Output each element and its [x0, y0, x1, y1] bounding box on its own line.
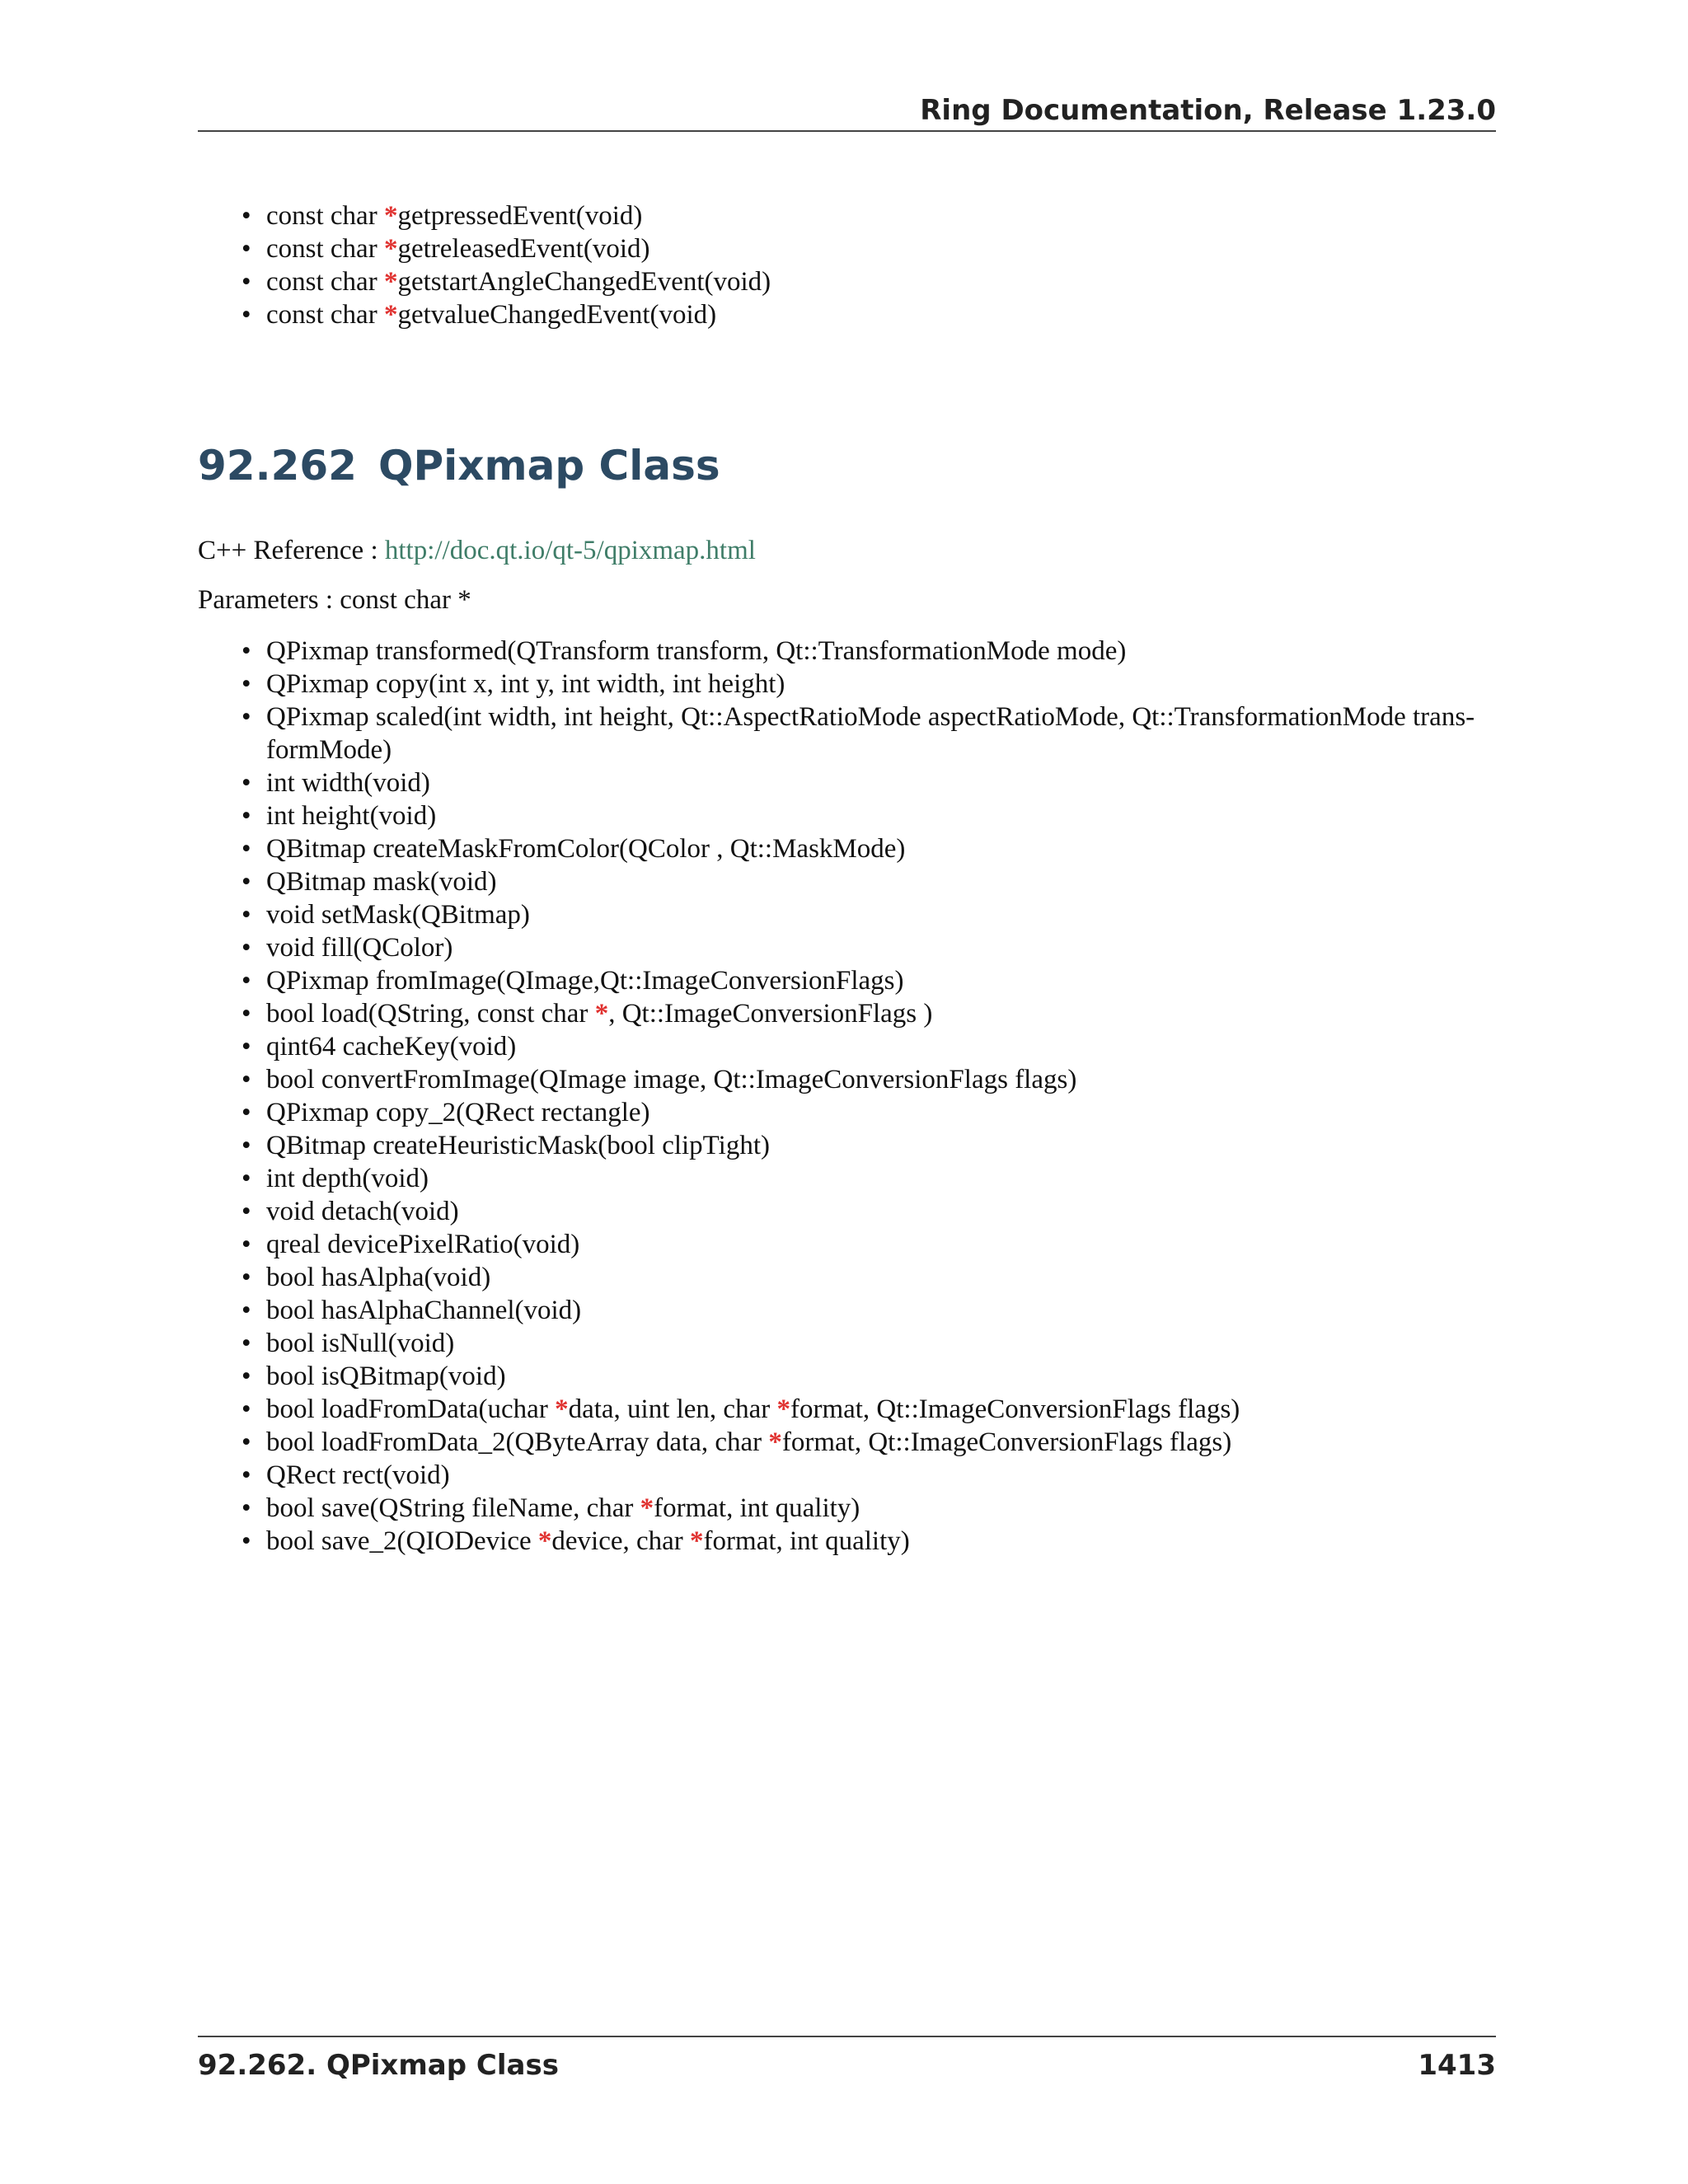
method-text: QPixmap copy(int x, int y, int width, int height)	[266, 669, 785, 699]
pointer-asterisk: *	[537, 1526, 552, 1556]
method-text: QPixmap scaled(int width, int height, Qt::AspectRatioMode aspectRatioMode, Qt::TransformationMode trans-formMode)	[266, 702, 1475, 765]
method-item	[198, 1393, 1496, 1426]
method-text: QPixmap transformed(QTransform transform, Qt::TransformationMode mode)	[266, 636, 1127, 666]
method-item	[198, 766, 1496, 799]
method-text: bool save(QString fileName, char	[266, 1493, 640, 1523]
section-title: QPixmap Class	[377, 442, 720, 490]
method-text: format, int quality)	[703, 1526, 910, 1556]
method-item	[198, 1459, 1496, 1492]
cpp-reference-line	[198, 536, 756, 566]
method-text: const char	[266, 300, 384, 330]
method-text: QBitmap mask(void)	[266, 867, 497, 897]
footer-section-label: 92.262. QPixmap Class	[198, 2049, 559, 2082]
method-text: bool convertFromImage(QImage image, Qt::ImageConversionFlags flags)	[266, 1065, 1077, 1094]
method-item	[198, 1228, 1496, 1261]
method-text: qint64 cacheKey(void)	[266, 1032, 517, 1062]
running-header	[198, 91, 1496, 132]
section-number: 92.262	[198, 442, 357, 490]
running-footer	[198, 2036, 1496, 2090]
method-item	[198, 1195, 1496, 1228]
method-text: int depth(void)	[266, 1164, 429, 1193]
method-text: , Qt::ImageConversionFlags )	[608, 999, 933, 1029]
method-item	[198, 265, 1496, 298]
method-text: getpressedEvent(void)	[397, 201, 643, 231]
method-item	[198, 964, 1496, 997]
method-text: bool hasAlpha(void)	[266, 1263, 491, 1292]
method-text: bool save_2(QIODevice	[266, 1526, 538, 1556]
pointer-asterisk: *	[768, 1427, 782, 1457]
method-text: device, char	[551, 1526, 691, 1556]
method-item	[198, 865, 1496, 898]
method-item	[198, 1327, 1496, 1360]
method-text: bool isNull(void)	[266, 1329, 455, 1358]
method-item	[198, 1096, 1496, 1129]
method-text: void fill(QColor)	[266, 933, 453, 963]
method-item	[198, 298, 1496, 331]
method-item	[198, 199, 1496, 232]
method-item	[198, 635, 1496, 668]
method-text: format, int quality)	[654, 1493, 860, 1523]
method-text: QPixmap copy_2(QRect rectangle)	[266, 1098, 650, 1127]
method-item	[198, 701, 1496, 766]
pointer-asterisk: *	[776, 1394, 790, 1424]
method-text: const char	[266, 234, 384, 264]
method-item	[198, 1030, 1496, 1063]
method-item	[198, 1129, 1496, 1162]
method-item	[198, 832, 1496, 865]
pointer-asterisk: *	[555, 1394, 569, 1424]
method-text: bool loadFromData_2(QByteArray data, char	[266, 1427, 769, 1457]
pointer-asterisk: *	[383, 300, 398, 330]
method-text: const char	[266, 201, 384, 231]
method-text: data, uint len, char	[568, 1394, 777, 1424]
method-item	[198, 898, 1496, 931]
method-text: const char	[266, 267, 384, 297]
method-text: bool isQBitmap(void)	[266, 1361, 506, 1391]
method-text: getstartAngleChangedEvent(void)	[397, 267, 771, 297]
method-text: QBitmap createHeuristicMask(bool clipTight)	[266, 1131, 770, 1160]
method-list	[198, 635, 1496, 1558]
method-text: void setMask(QBitmap)	[266, 900, 530, 930]
previous-method-list	[198, 199, 1496, 331]
method-text: getreleasedEvent(void)	[397, 234, 650, 264]
method-item	[198, 1063, 1496, 1096]
method-item	[198, 997, 1496, 1030]
method-text: QBitmap createMaskFromColor(QColor , Qt::MaskMode)	[266, 834, 906, 864]
pointer-asterisk: *	[383, 201, 398, 231]
reference-link[interactable]: http://doc.qt.io/qt-5/qpixmap.html	[384, 536, 756, 565]
pointer-asterisk: *	[640, 1493, 654, 1523]
method-text: getvalueChangedEvent(void)	[397, 300, 717, 330]
method-text: QPixmap fromImage(QImage,Qt::ImageConversionFlags)	[266, 966, 904, 996]
pointer-asterisk: *	[594, 999, 609, 1029]
pointer-asterisk: *	[383, 267, 398, 297]
method-text: int width(void)	[266, 768, 430, 798]
pointer-asterisk: *	[383, 234, 398, 264]
method-item	[198, 1294, 1496, 1327]
page-number: 1413	[1418, 2049, 1496, 2082]
method-item	[198, 931, 1496, 964]
method-item	[198, 1261, 1496, 1294]
method-text: bool loadFromData(uchar	[266, 1394, 556, 1424]
method-text: qreal devicePixelRatio(void)	[266, 1230, 580, 1259]
method-text: bool load(QString, const char	[266, 999, 595, 1029]
parameters-line: Parameters : const char *	[198, 585, 471, 615]
method-text: bool hasAlphaChannel(void)	[266, 1296, 582, 1325]
method-text: format, Qt::ImageConversionFlags flags)	[781, 1427, 1232, 1457]
method-item	[198, 799, 1496, 832]
method-item	[198, 668, 1496, 701]
pointer-asterisk: *	[690, 1526, 704, 1556]
method-item	[198, 1426, 1496, 1459]
method-text: QRect rect(void)	[266, 1460, 450, 1490]
method-item	[198, 232, 1496, 265]
section-heading	[198, 437, 720, 494]
method-item	[198, 1162, 1496, 1195]
method-item	[198, 1525, 1496, 1558]
method-text: int height(void)	[266, 801, 437, 831]
method-item	[198, 1360, 1496, 1393]
header-title: Ring Documentation, Release 1.23.0	[920, 94, 1496, 127]
method-text: void detach(void)	[266, 1197, 459, 1226]
method-text: format, Qt::ImageConversionFlags flags)	[790, 1394, 1240, 1424]
method-item	[198, 1492, 1496, 1525]
reference-label: C++ Reference :	[198, 536, 385, 565]
